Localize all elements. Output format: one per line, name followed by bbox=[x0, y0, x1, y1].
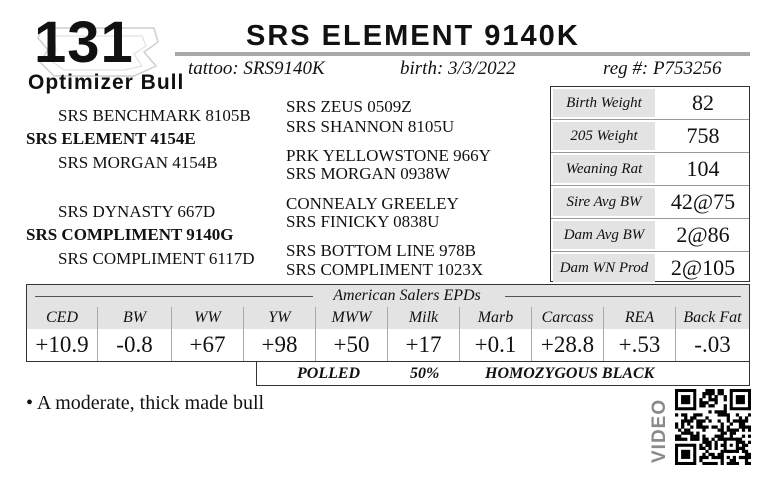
stat-value: 42@75 bbox=[670, 189, 736, 214]
epd-value: +.53 bbox=[618, 332, 661, 357]
epd-label: MWW bbox=[316, 307, 387, 329]
pedigree-sire-dam: SRS MORGAN 4154B bbox=[58, 153, 218, 172]
stat-label: Dam WN Prod bbox=[553, 254, 655, 282]
animal-name: SRS ELEMENT 9140K bbox=[246, 20, 580, 52]
epd-value: +10.9 bbox=[35, 332, 89, 357]
pedigree-dd-dam: SRS COMPLIMENT 1023X bbox=[286, 260, 484, 279]
pedigree-sd-sire: PRK YELLOWSTONE 966Y bbox=[286, 146, 491, 165]
pedigree-ss-dam: SRS SHANNON 8105U bbox=[286, 117, 455, 136]
epd-value: +0.1 bbox=[474, 332, 517, 357]
epd-col-carcass bbox=[531, 307, 603, 361]
epd-label: Milk bbox=[388, 307, 459, 329]
description-note: • A moderate, thick made bull bbox=[26, 392, 265, 414]
stat-row-weaning-ratio bbox=[551, 153, 749, 186]
epd-value: +50 bbox=[333, 332, 370, 357]
pedigree-ds-dam: SRS FINICKY 0838U bbox=[286, 212, 440, 231]
epd-value: +17 bbox=[405, 332, 442, 357]
stat-label: Weaning Rat bbox=[553, 155, 655, 183]
traits-bar bbox=[256, 362, 750, 386]
stat-row-205-weight bbox=[551, 120, 749, 153]
stat-label: 205 Weight bbox=[553, 122, 655, 150]
performance-stats-table bbox=[550, 86, 750, 282]
stat-label: Birth Weight bbox=[553, 89, 655, 117]
epd-columns bbox=[27, 307, 749, 361]
epd-value: -.03 bbox=[694, 332, 731, 357]
epd-col-back-fat bbox=[675, 307, 749, 361]
stat-value: 104 bbox=[686, 156, 720, 181]
epd-col-bw bbox=[97, 307, 171, 361]
stat-row-dam-avg-bw bbox=[551, 219, 749, 252]
pedigree-dam: SRS COMPLIMENT 9140G bbox=[26, 225, 234, 244]
epd-value: -0.8 bbox=[116, 332, 153, 357]
pedigree-sire: SRS ELEMENT 4154E bbox=[26, 129, 196, 148]
stat-value: 2@105 bbox=[670, 255, 736, 280]
pedigree-ss-sire: SRS ZEUS 0509Z bbox=[286, 97, 412, 116]
stat-value: 82 bbox=[692, 90, 714, 115]
epd-value: +67 bbox=[189, 332, 226, 357]
epd-col-milk bbox=[387, 307, 459, 361]
epd-label: Back Fat bbox=[676, 307, 749, 329]
epd-heading-bar bbox=[27, 285, 749, 307]
pedigree-dam-dam: SRS COMPLIMENT 6117D bbox=[58, 249, 255, 268]
video-qr-code[interactable] bbox=[675, 389, 751, 465]
heading-rule bbox=[505, 296, 741, 297]
epd-heading: American Salers EPDs bbox=[333, 287, 481, 304]
pedigree-sd-dam: SRS MORGAN 0938W bbox=[286, 164, 451, 183]
lot-number: 131 bbox=[34, 10, 134, 75]
heading-rule bbox=[35, 296, 313, 297]
epd-label: CED bbox=[27, 307, 97, 329]
video-label-text: VIDEO bbox=[649, 398, 670, 463]
pedigree-ds-sire: CONNEALY GREELEY bbox=[286, 194, 459, 213]
bull-category: Optimizer Bull bbox=[28, 71, 185, 94]
epd-value: +28.8 bbox=[540, 332, 595, 357]
stat-row-sire-avg-bw bbox=[551, 186, 749, 219]
trait-polled: POLLED bbox=[297, 365, 361, 382]
tattoo-text: tattoo: SRS9140K bbox=[188, 58, 325, 79]
epd-label: REA bbox=[604, 307, 675, 329]
birth-date-text: birth: 3/3/2022 bbox=[400, 58, 516, 79]
pedigree-sire-sire: SRS BENCHMARK 8105B bbox=[58, 106, 251, 125]
epd-col-rea bbox=[603, 307, 675, 361]
epd-col-yw bbox=[243, 307, 315, 361]
pedigree-dam-sire: SRS DYNASTY 667D bbox=[58, 202, 216, 221]
epd-label: Carcass bbox=[532, 307, 603, 329]
epd-label: Marb bbox=[460, 307, 531, 329]
pedigree-dd-sire: SRS BOTTOM LINE 978B bbox=[286, 241, 477, 260]
stat-row-birth-weight bbox=[551, 87, 749, 120]
epd-label: WW bbox=[172, 307, 243, 329]
video-label bbox=[648, 389, 670, 465]
stat-value: 758 bbox=[686, 123, 720, 148]
registration-text: reg #: P753256 bbox=[603, 58, 722, 79]
epd-col-mww bbox=[315, 307, 387, 361]
stat-label: Sire Avg BW bbox=[553, 188, 655, 216]
trait-color: HOMOZYGOUS BLACK bbox=[485, 365, 655, 382]
title-underline bbox=[175, 52, 750, 56]
epd-table bbox=[26, 284, 750, 362]
epd-col-ced bbox=[27, 307, 97, 361]
epd-col-ww bbox=[171, 307, 243, 361]
trait-percent: 50% bbox=[410, 365, 440, 382]
epd-label: YW bbox=[244, 307, 315, 329]
epd-col-marb bbox=[459, 307, 531, 361]
epd-value: +98 bbox=[261, 332, 298, 357]
stat-value: 2@86 bbox=[676, 222, 730, 247]
stat-row-dam-wn-prod bbox=[551, 252, 749, 284]
epd-label: BW bbox=[98, 307, 171, 329]
stat-label: Dam Avg BW bbox=[553, 221, 655, 249]
